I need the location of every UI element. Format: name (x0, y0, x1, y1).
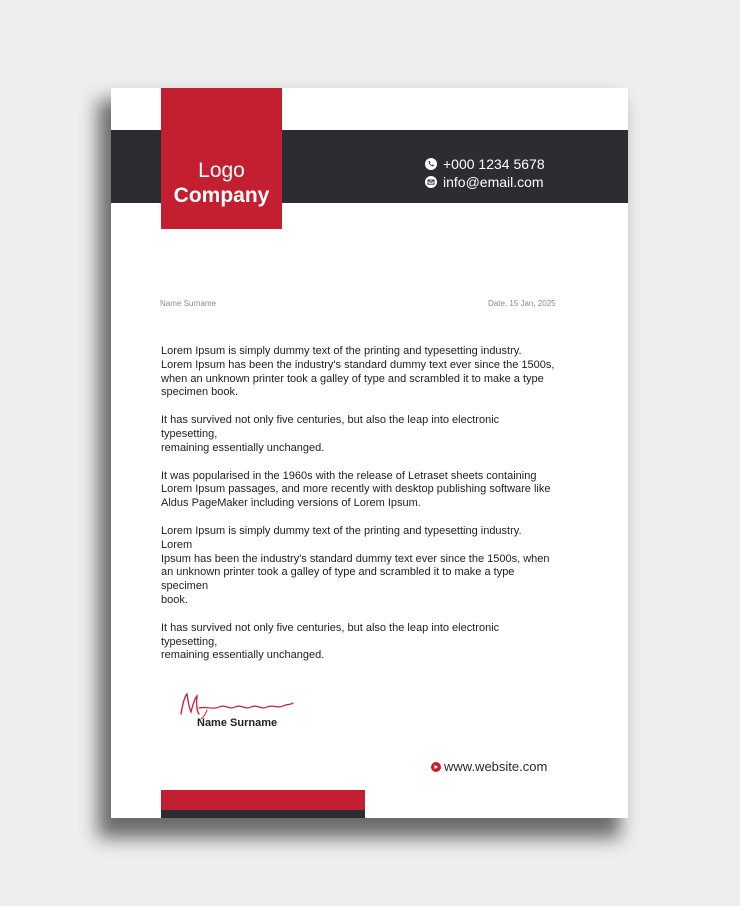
company-name: Company (173, 184, 270, 207)
paragraph: Lorem Ipsum is simply dummy text of the printing and typesetting industry. Lorem Ipsum has been the industry's standard dummy text ever since the 1500s, when an unknown printer took a galley of type and scrambled it to make a type specimen book. (161, 345, 555, 399)
footer-accent-red (161, 790, 365, 810)
paragraph: It was popularised in the 1960s with the release of Letraset sheets containing Lorem Ipsum passages, and more recently with desktop publishing software like Aldus PageMaker including versions of Lorem Ipsum. (161, 469, 551, 510)
phone-number: +000 1234 5678 (443, 156, 545, 172)
paragraph: It has survived not only five centuries, but also the leap into electronic typesetting, remaining essentially unchanged. (161, 621, 500, 662)
phone-contact (425, 155, 545, 173)
letter-body (161, 345, 561, 677)
paragraph: It has survived not only five centuries, but also the leap into electronic typesetting, remaining essentially unchanged. (161, 414, 500, 454)
letter-date: Date, 15 Jan, 2025 (488, 299, 556, 308)
logo-block (161, 88, 282, 229)
sender-name: Name Surname (160, 299, 217, 308)
letterhead-page (111, 88, 628, 818)
email-icon (425, 176, 437, 188)
paragraph: Lorem Ipsum is simply dummy text of the printing and typesetting industry. Lorem Ipsum has been the industry's standard dummy text ever since the 1500s, when an unknown printer took a galley of type and scrambled it to make a type specimen book. (161, 524, 550, 606)
website-url[interactable]: www.website.com (444, 759, 548, 774)
logo-text: Logo (198, 159, 245, 182)
signatory-name: Name Surname (197, 717, 278, 729)
email-address: info@email.com (443, 174, 544, 190)
website-contact (431, 759, 547, 774)
footer-accent-dark (161, 810, 365, 818)
phone-icon (425, 158, 437, 170)
email-contact (425, 173, 544, 191)
globe-icon (431, 762, 441, 772)
